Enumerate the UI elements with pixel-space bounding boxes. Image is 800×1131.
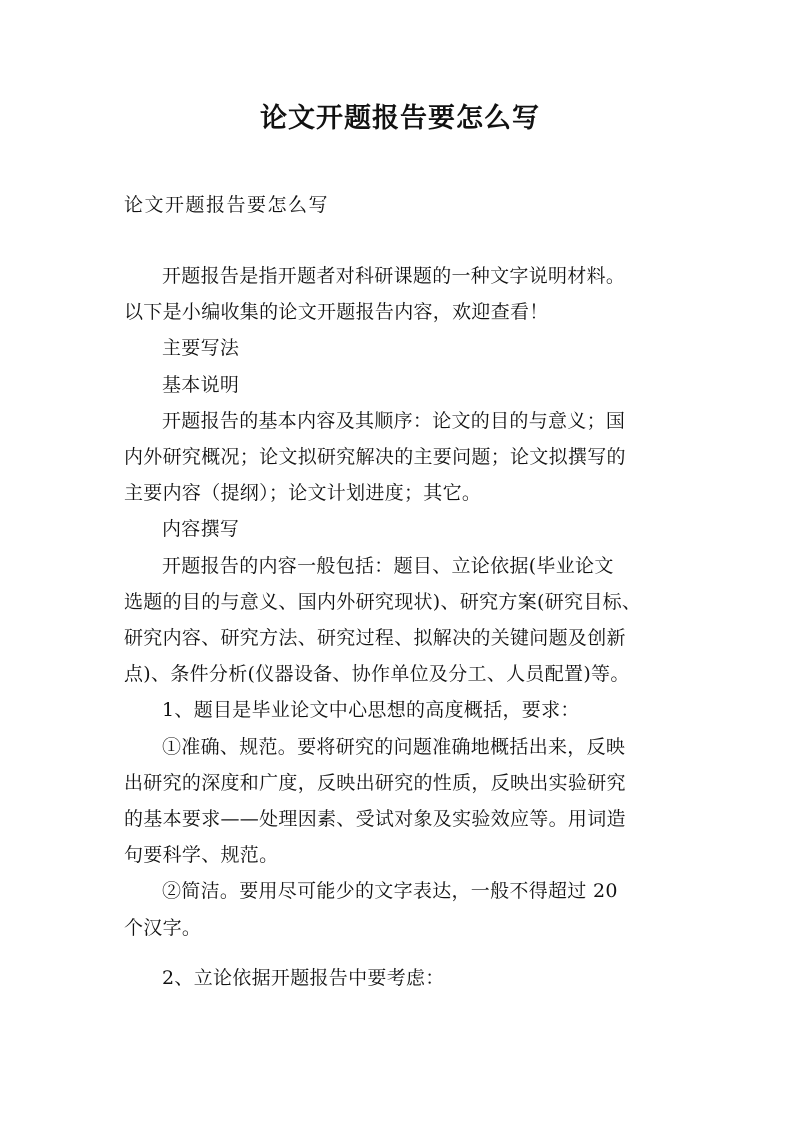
- paragraph-line: 以下是小编收集的论文开题报告内容，欢迎查看！: [124, 301, 549, 324]
- paragraph-line: 内外研究概况；论文拟研究解决的主要问题；论文拟撰写的: [124, 446, 626, 469]
- paragraph-line: 开题报告的基本内容及其顺序：论文的目的与意义；国: [162, 409, 626, 432]
- heading-main-writing: [124, 330, 686, 366]
- paragraph-line: 出研究的深度和广度，反映出研究的性质，反映出实验研究: [124, 771, 626, 794]
- section-heading: 基本说明: [162, 373, 240, 396]
- paragraph-line: 个汉字。: [124, 916, 202, 939]
- paragraph-item-2: [124, 960, 686, 996]
- paragraph-line: 2、立论依据开题报告中要考虑：: [162, 966, 445, 989]
- document-title: 论文开题报告要怎么写: [260, 103, 540, 134]
- paragraph-line: 句要科学、规范。: [124, 844, 279, 867]
- heading-content-writing: [124, 511, 686, 547]
- paragraph-accurate: [124, 729, 686, 874]
- heading-basic-explanation: [124, 367, 686, 403]
- paragraph-item-1: [124, 692, 686, 728]
- paragraph-line: 点)、条件分析(仪器设备、协作单位及分工、人员配置)等。: [124, 663, 630, 686]
- section-heading: 内容撰写: [162, 518, 240, 541]
- paragraph-line: ②简洁。要用尽可能少的文字表达，一般不得超过 20: [162, 880, 618, 903]
- paragraph-line: ①准确、规范。要将研究的问题准确地概括出来，反映: [162, 735, 626, 758]
- paragraph-line: 开题报告是指开题者对科研课题的一种文字说明材料。: [162, 265, 626, 287]
- paragraph-gap: [124, 946, 686, 960]
- document-subtitle: 论文开题报告要怎么写: [124, 194, 330, 216]
- paragraph-line: 1、题目是毕业论文中心思想的高度概括，要求：: [162, 699, 580, 722]
- paragraph-concise: [124, 873, 686, 945]
- paragraph-line: 开题报告的内容一般包括：题目、立论依据(毕业论文: [162, 554, 614, 577]
- paragraph-report-content: [124, 548, 686, 693]
- paragraph-basic-content: [124, 403, 686, 512]
- paragraph-line: 选题的目的与意义、国内外研究现状)、研究方案(研究目标、: [124, 590, 642, 613]
- section-heading: 主要写法: [162, 337, 240, 360]
- paragraph-intro: [124, 258, 686, 330]
- document-body: [124, 258, 686, 996]
- paragraph-line: 研究内容、研究方法、研究过程、拟解决的关键问题及创新: [124, 627, 626, 650]
- paragraph-line: 的基本要求——处理因素、受试对象及实验效应等。用词造: [124, 808, 626, 831]
- paragraph-line: 主要内容（提纲）；论文计划进度；其它。: [124, 482, 482, 505]
